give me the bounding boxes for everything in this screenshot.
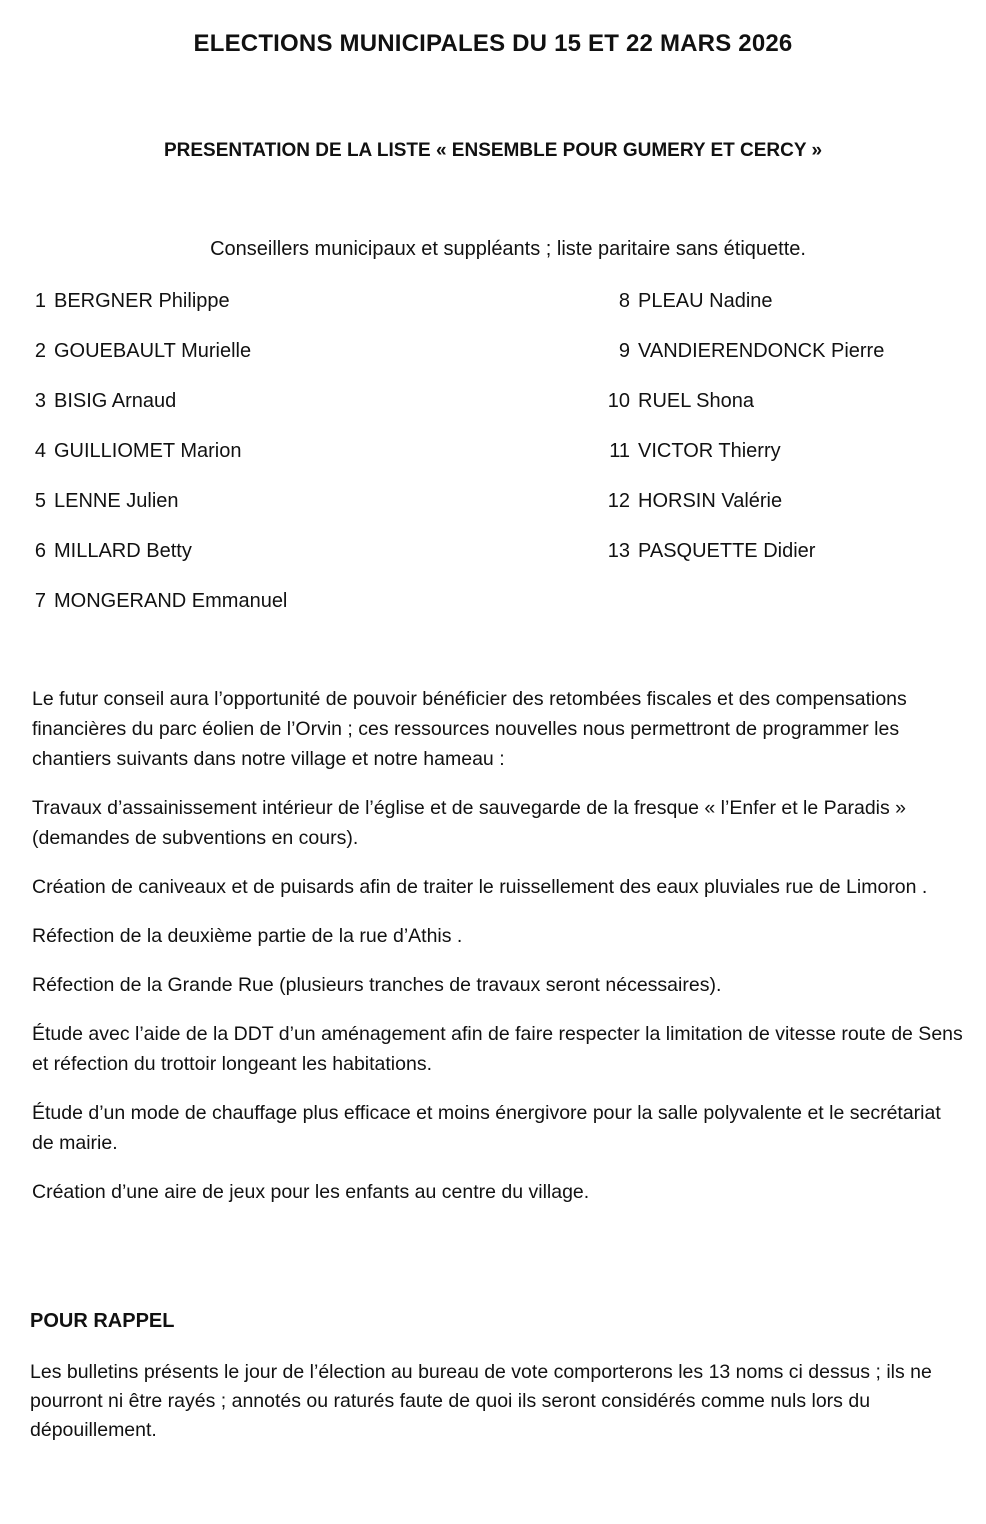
candidate-item [34,589,534,639]
candidate-number: 3 [34,390,46,412]
program-paragraph: Le futur conseil aura l’opportunité de pouvoir bénéficier des retombées fiscales et des compensations financières du parc éolien de l’Orvin ; ces ressources nouvelles nous permettront de programmer les chantiers suivants dans notre village et notre hameau : [32,688,907,770]
candidate-list-right [604,289,974,589]
candidate-item [604,289,974,339]
reminder-heading: POUR RAPPEL [30,1310,175,1332]
candidate-name: BERGNER Philippe [54,290,230,312]
candidate-item [34,439,534,489]
candidate-name: PASQUETTE Didier [638,540,816,562]
program-paragraph: Étude avec l’aide de la DDT d’un aménagement afin de faire respecter la limitation de vitesse route de Sens et réfection du trottoir longeant les habitations. [32,1023,963,1075]
list-intro: Conseillers municipaux et suppléants ; liste paritaire sans étiquette. [210,238,806,260]
candidate-name: BISIG Arnaud [54,390,177,412]
candidate-number: 7 [34,590,46,612]
candidate-number: 10 [607,390,630,412]
candidate-item [604,339,974,389]
candidate-number: 13 [607,540,630,562]
candidate-name: MILLARD Betty [54,540,192,562]
candidate-number: 2 [34,340,46,362]
candidate-item [604,389,974,439]
candidate-name: GUILLIOMET Marion [54,440,242,462]
candidate-number: 8 [618,290,630,312]
candidate-item [604,539,974,589]
candidate-name: GOUEBAULT Murielle [54,340,252,362]
candidate-item [34,389,534,439]
program-paragraph: Réfection de la Grande Rue (plusieurs tranches de travaux seront nécessaires). [32,974,722,996]
program-paragraph: Création d’une aire de jeux pour les enfants au centre du village. [32,1181,590,1203]
list-presentation-subtitle: PRESENTATION DE LA LISTE « ENSEMBLE POUR GUMERY ET CERCY » [163,140,823,161]
candidate-name: MONGERAND Emmanuel [54,590,288,612]
program-paragraph: Création de caniveaux et de puisards afin de traiter le ruissellement des eaux pluviales rue de Limoron . [32,876,928,898]
candidate-number: 12 [607,490,630,512]
candidate-name: RUEL Shona [638,390,754,412]
candidate-name: PLEAU Nadine [638,290,773,312]
candidate-number: 11 [609,440,630,462]
candidate-number: 5 [34,490,46,512]
candidate-number: 6 [34,540,46,562]
document-title: ELECTIONS MUNICIPALES DU 15 ET 22 MARS 2026 [193,30,793,57]
candidate-item [34,339,534,389]
program-paragraph: Travaux d’assainissement intérieur de l’église et de sauvegarde de la fresque « l’Enfer et le Paradis » (demandes de subventions en cours). [32,797,907,849]
program-text [32,684,966,1226]
candidate-item [604,489,974,539]
candidate-name: VANDIERENDONCK Pierre [638,340,885,362]
program-paragraph: Étude d’un mode de chauffage plus efficace et moins énergivore pour la salle polyvalente et le secrétariat de mairie. [32,1102,941,1154]
candidate-item [34,289,534,339]
candidate-item [604,439,974,489]
candidate-item [34,489,534,539]
candidate-number: 1 [34,290,46,312]
candidate-name: VICTOR Thierry [638,440,781,462]
candidate-list-left [34,289,534,639]
program-paragraph: Réfection de la deuxième partie de la rue d’Athis . [32,925,463,947]
candidate-item [34,539,534,589]
candidate-number: 9 [618,340,630,362]
candidate-name: LENNE Julien [54,490,179,512]
candidate-name: HORSIN Valérie [638,490,783,512]
candidate-number: 4 [34,440,46,462]
reminder-text: Les bulletins présents le jour de l’élection au bureau de vote comporterons les 13 noms ci dessus ; ils ne pourront ni être rayés ; annotés ou raturés faute de quoi ils seront considérés comme nuls lors du dépouillement. [30,1361,932,1441]
